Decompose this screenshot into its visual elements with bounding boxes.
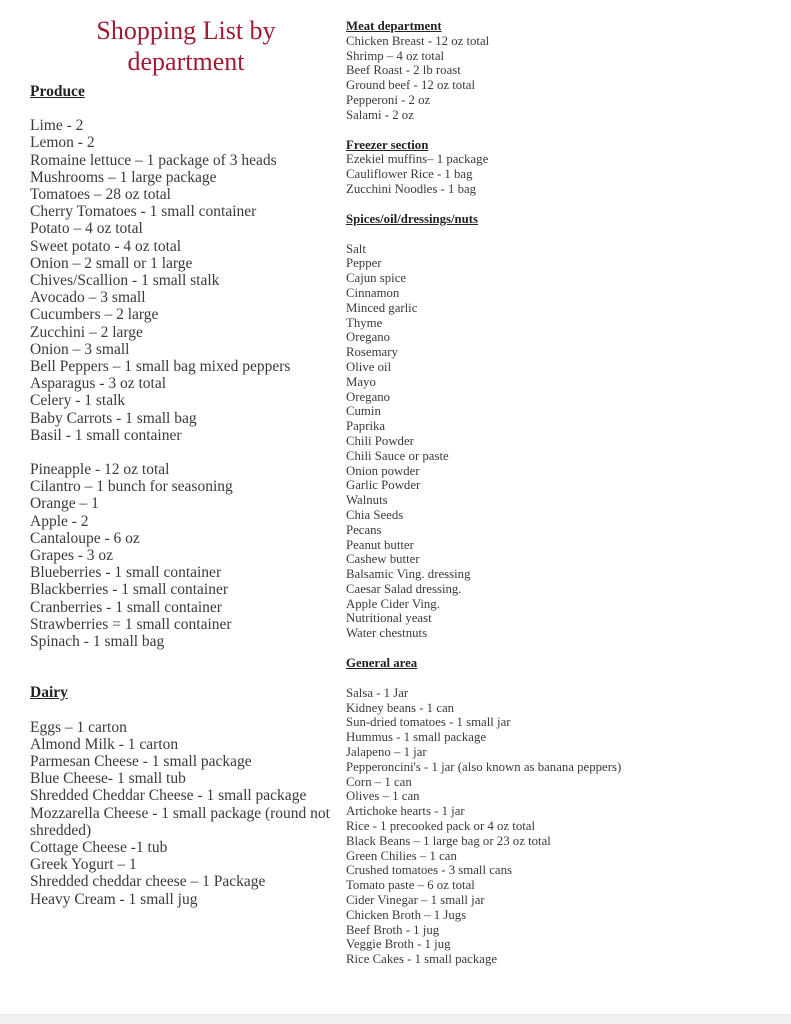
item-group [346, 34, 782, 123]
list-item: Heavy Cream - 1 small jug [30, 890, 198, 908]
list-item: Spinach - 1 small bag [30, 633, 165, 651]
list-item: Paprika [346, 419, 386, 434]
section-produce [30, 83, 342, 650]
item-group [346, 686, 782, 967]
list-item: Hummus - 1 small package [346, 730, 487, 745]
list-item: Cranberries - 1 small container [30, 598, 222, 616]
list-item: Mayo [346, 374, 376, 389]
list-item: Thyme [346, 315, 383, 330]
section-general-area [346, 656, 782, 967]
list-item: Cumin [346, 404, 381, 419]
section-heading: Meat department [346, 19, 442, 33]
section-dairy [30, 684, 342, 907]
list-item: Shredded Cheddar Cheese - 1 small package [30, 787, 307, 805]
list-item: Chicken Broth – 1 Jugs [346, 907, 467, 922]
list-item: Cinnamon [346, 285, 400, 300]
list-item: Jalapeno – 1 jar [346, 745, 427, 760]
list-item: Oregano [346, 389, 391, 404]
list-item: Crushed tomatoes - 3 small cans [346, 863, 512, 878]
list-item: Chia Seeds [346, 507, 404, 522]
list-item: Mozzarella Cheese - 1 small package (round not shredded) [30, 804, 330, 839]
bottom-scrollbar-track[interactable] [0, 1014, 791, 1024]
list-item: Blue Cheese- 1 small tub [30, 770, 186, 788]
list-item: Pecans [346, 522, 382, 537]
list-item: Basil - 1 small container [30, 426, 182, 444]
list-item: Pepper [346, 256, 382, 271]
list-item: Tomato paste – 6 oz total [346, 878, 475, 893]
list-item: Beef Roast - 2 lb roast [346, 63, 461, 78]
list-item: Baby Carrots - 1 small bag [30, 409, 197, 427]
list-item: Lemon - 2 [30, 134, 95, 152]
list-item: Cilantro – 1 bunch for seasoning [30, 478, 233, 496]
list-item: Kidney beans - 1 can [346, 700, 455, 715]
section-heading: Spices/oil/dressings/nuts [346, 211, 479, 226]
list-item: Ezekiel muffins– 1 package [346, 152, 489, 167]
list-item: Parmesan Cheese - 1 small package [30, 752, 252, 770]
list-item: Black Beans – 1 large bag or 23 oz total [346, 833, 551, 848]
list-item: Veggie Broth - 1 jug [346, 937, 451, 952]
section-meat-department [346, 19, 782, 123]
list-item: Mushrooms – 1 large package [30, 168, 217, 186]
list-item: Asparagus - 3 oz total [30, 375, 167, 393]
list-item: Orange – 1 [30, 495, 99, 513]
list-item: Chicken Breast - 12 oz total [346, 33, 490, 48]
list-item: Pineapple - 12 oz total [30, 461, 170, 479]
list-item: Pepperoni - 2 oz [346, 92, 431, 107]
list-item: Chives/Scallion - 1 small stalk [30, 272, 220, 290]
list-item: Potato – 4 oz total [30, 220, 143, 238]
right-column-sections [346, 19, 782, 967]
right-column [346, 0, 782, 967]
list-item: Onion – 3 small [30, 340, 130, 358]
list-item: Cottage Cheese -1 tub [30, 838, 168, 856]
list-item: Olive oil [346, 359, 392, 374]
list-item: Artichoke hearts - 1 jar [346, 804, 465, 819]
item-group [30, 117, 342, 444]
item-group [30, 719, 342, 908]
list-item: Bell Peppers – 1 small bag mixed peppers [30, 358, 291, 376]
list-item: Apple Cider Ving. [346, 596, 440, 611]
section-spices-oil-dressings-nuts [346, 212, 782, 641]
list-item: Salt [346, 241, 366, 256]
list-item: Garlic Powder [346, 478, 421, 493]
item-group [30, 461, 342, 650]
list-item: Avocado – 3 small [30, 289, 146, 307]
list-item: Eggs – 1 carton [30, 718, 127, 736]
list-item: Sun-dried tomatoes - 1 small jar [346, 715, 511, 730]
list-item: Cantaloupe - 6 oz [30, 529, 140, 547]
list-item: Shrimp – 4 oz total [346, 48, 445, 63]
list-item: Chili Sauce or paste [346, 448, 449, 463]
list-item: Onion – 2 small or 1 large [30, 254, 193, 272]
list-item: Strawberries = 1 small container [30, 615, 232, 633]
list-item: Rice - 1 precooked pack or 4 oz total [346, 819, 536, 834]
list-item: Water chestnuts [346, 626, 428, 641]
list-item: Walnuts [346, 493, 388, 508]
list-item: Almond Milk - 1 carton [30, 735, 179, 753]
list-item: Apple - 2 [30, 512, 89, 530]
section-heading: Freezer section [346, 137, 429, 152]
list-item: Sweet potato - 4 oz total [30, 237, 182, 255]
list-item: Rosemary [346, 345, 398, 360]
list-item: Zucchini Noodles - 1 bag [346, 181, 477, 196]
list-item: Peanut butter [346, 537, 414, 552]
list-item: Romaine lettuce – 1 package of 3 heads [30, 151, 277, 169]
list-item: Zucchini – 2 large [30, 323, 143, 341]
left-column-sections [30, 83, 342, 908]
left-column [30, 0, 342, 908]
list-item: Oregano [346, 330, 391, 345]
section-heading: Dairy [30, 684, 68, 702]
list-item: Shredded cheddar cheese – 1 Package [30, 873, 266, 891]
section-freezer-section [346, 138, 782, 197]
list-item: Cherry Tomatoes - 1 small container [30, 203, 257, 221]
list-item: Beef Broth - 1 jug [346, 922, 440, 937]
list-item: Greek Yogurt – 1 [30, 856, 137, 874]
page-title: Shopping List by department [96, 16, 276, 76]
list-item: Cajun spice [346, 271, 407, 286]
item-group [346, 152, 782, 196]
list-item: Salami - 2 oz [346, 107, 414, 122]
list-item: Minced garlic [346, 300, 418, 315]
list-item: Tomatoes – 28 oz total [30, 186, 171, 204]
list-item: Lime - 2 [30, 117, 84, 135]
list-item: Corn – 1 can [346, 774, 412, 789]
section-heading: Produce [30, 83, 85, 100]
list-item: Cider Vinegar – 1 small jar [346, 893, 485, 908]
list-item: Celery - 1 stalk [30, 392, 126, 410]
list-item: Cauliflower Rice - 1 bag [346, 167, 473, 182]
list-item: Pepperoncini's - 1 jar (also known as banana peppers) [346, 759, 622, 774]
list-item: Blackberries - 1 small container [30, 581, 228, 599]
list-item: Olives – 1 can [346, 789, 420, 804]
item-group [346, 242, 782, 642]
list-item: Onion powder [346, 463, 420, 478]
list-item: Green Chilies – 1 can [346, 848, 457, 863]
list-item: Caesar Salad dressing. [346, 581, 462, 596]
list-item: Balsamic Ving. dressing [346, 567, 471, 582]
list-item: Ground beef - 12 oz total [346, 78, 475, 93]
list-item: Cashew butter [346, 552, 420, 567]
list-item: Grapes - 3 oz [30, 547, 114, 565]
list-item: Nutritional yeast [346, 611, 432, 626]
list-item: Blueberries - 1 small container [30, 564, 222, 582]
list-item: Chili Powder [346, 433, 414, 448]
list-item: Cucumbers – 2 large [30, 306, 159, 324]
list-item: Rice Cakes - 1 small package [346, 952, 498, 967]
section-heading: General area [346, 656, 418, 671]
list-item: Salsa - 1 Jar [346, 685, 409, 700]
